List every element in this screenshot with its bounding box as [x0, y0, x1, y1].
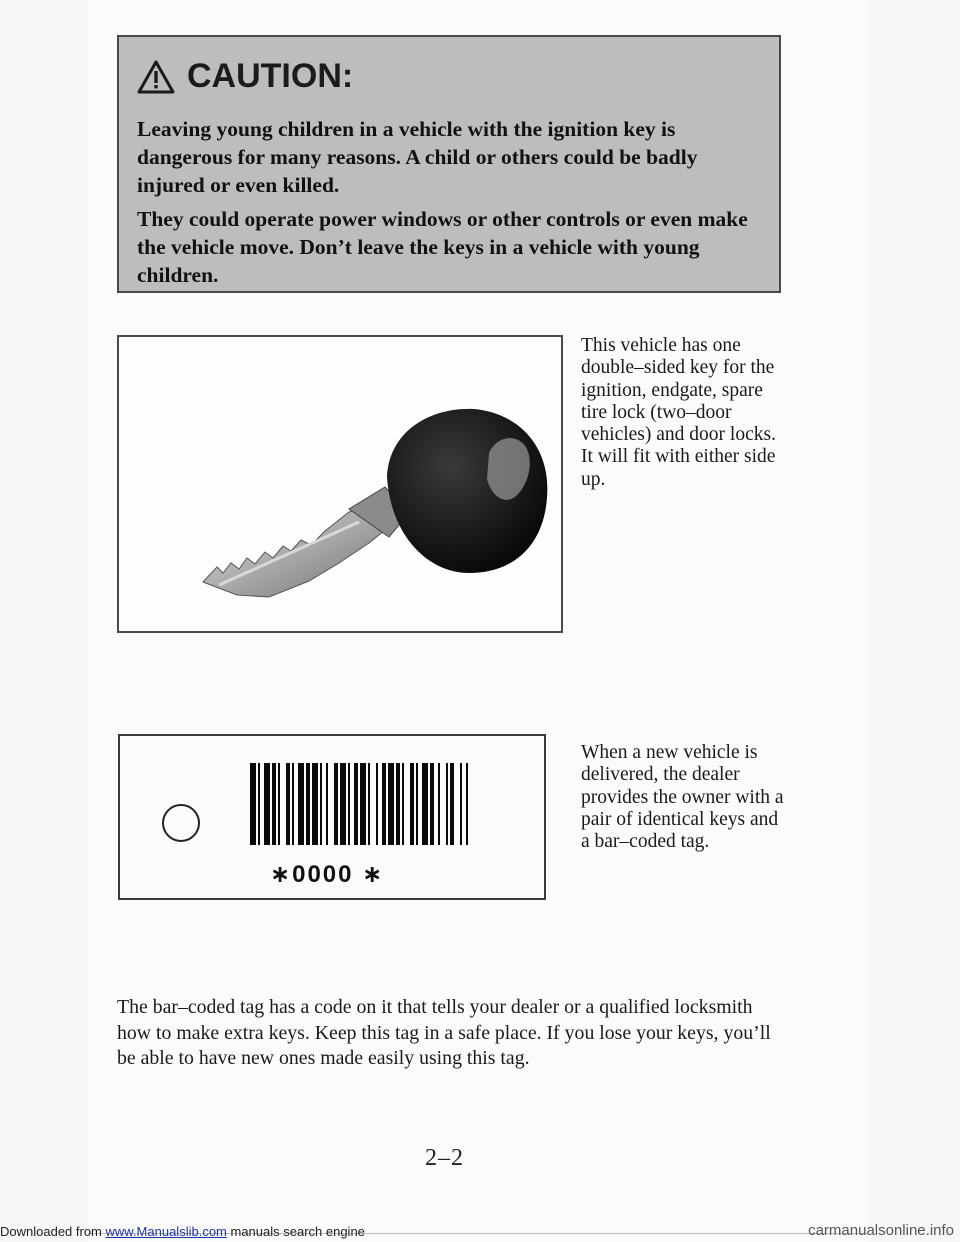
footer-prefix: Downloaded from: [0, 1224, 106, 1239]
barcode-bar: [416, 763, 418, 845]
barcode-bar: [360, 763, 366, 845]
barcode-bar: [410, 763, 414, 845]
manualslib-link[interactable]: www.Manualslib.com: [105, 1224, 227, 1239]
key-description: This vehicle has one double–sided key for the ignition, endgate, spare tire lock (two–door vehicles) and door locks. It will fit with either side up.: [581, 335, 776, 490]
barcode-bar: [326, 763, 328, 845]
watermark: carmanualsonline.info: [808, 1222, 954, 1239]
barcode-bar: [446, 763, 448, 845]
barcode-bar: [402, 763, 404, 845]
caution-heading: [137, 57, 353, 96]
caution-box: [117, 35, 781, 293]
barcode-bar: [320, 763, 322, 845]
barcode-bar: [450, 763, 454, 845]
barcode-bar: [312, 763, 318, 845]
barcode-bar: [348, 763, 350, 845]
barcode-bar: [388, 763, 394, 845]
key-photo: [117, 335, 563, 633]
barcode-bar: [460, 763, 462, 845]
download-footer: [0, 1224, 365, 1239]
barcode-bar: [368, 763, 370, 845]
warning-triangle-icon: [137, 60, 175, 94]
barcode-bar: [292, 763, 294, 845]
tag-code: ∗0000 ∗: [270, 861, 385, 888]
barcode-bar: [334, 763, 338, 845]
barcode-bar: [264, 763, 270, 845]
barcode-bar: [258, 763, 260, 845]
barcode-bar: [376, 763, 378, 845]
barcode-bar: [306, 763, 310, 845]
caution-paragraph-1: Leaving young children in a vehicle with the ignition key is dangerous for many reasons. A child or others could be badly injured or even killed.: [137, 117, 698, 197]
barcode-bar: [250, 763, 256, 845]
barcode-bar: [466, 763, 468, 845]
tag-explanation: The bar–coded tag has a code on it that tells your dealer or a qualified locksmith how to make extra keys. Keep this tag in a safe place. If you lose your keys, you’ll be able to have new ones made easily using this tag.: [117, 996, 771, 1069]
barcode-bar: [278, 763, 280, 845]
caution-paragraph-2: They could operate power windows or other controls or even make the vehicle move. Don’t leave the keys in a vehicle with young children.: [137, 207, 748, 287]
barcode-bar: [438, 763, 440, 845]
page-number: 2–2: [425, 1145, 464, 1171]
tag-hole: [162, 804, 200, 842]
barcode-bar: [382, 763, 386, 845]
barcode-bar: [396, 763, 400, 845]
caution-title: CAUTION:: [187, 57, 354, 95]
barcode-bar: [430, 763, 434, 845]
ignition-key-illustration: [119, 337, 563, 633]
barcode-graphic: [250, 763, 518, 845]
barcode-bar: [272, 763, 276, 845]
barcode-bar: [422, 763, 428, 845]
barcode-bar: [354, 763, 358, 845]
barcode-bar: [286, 763, 290, 845]
barcode-bar: [298, 763, 304, 845]
barcode-bar: [340, 763, 346, 845]
footer-suffix: manuals search engine: [226, 1224, 365, 1239]
tag-description: When a new vehicle is delivered, the dealer provides the owner with a pair of identical keys and a bar–coded tag.: [581, 742, 784, 853]
